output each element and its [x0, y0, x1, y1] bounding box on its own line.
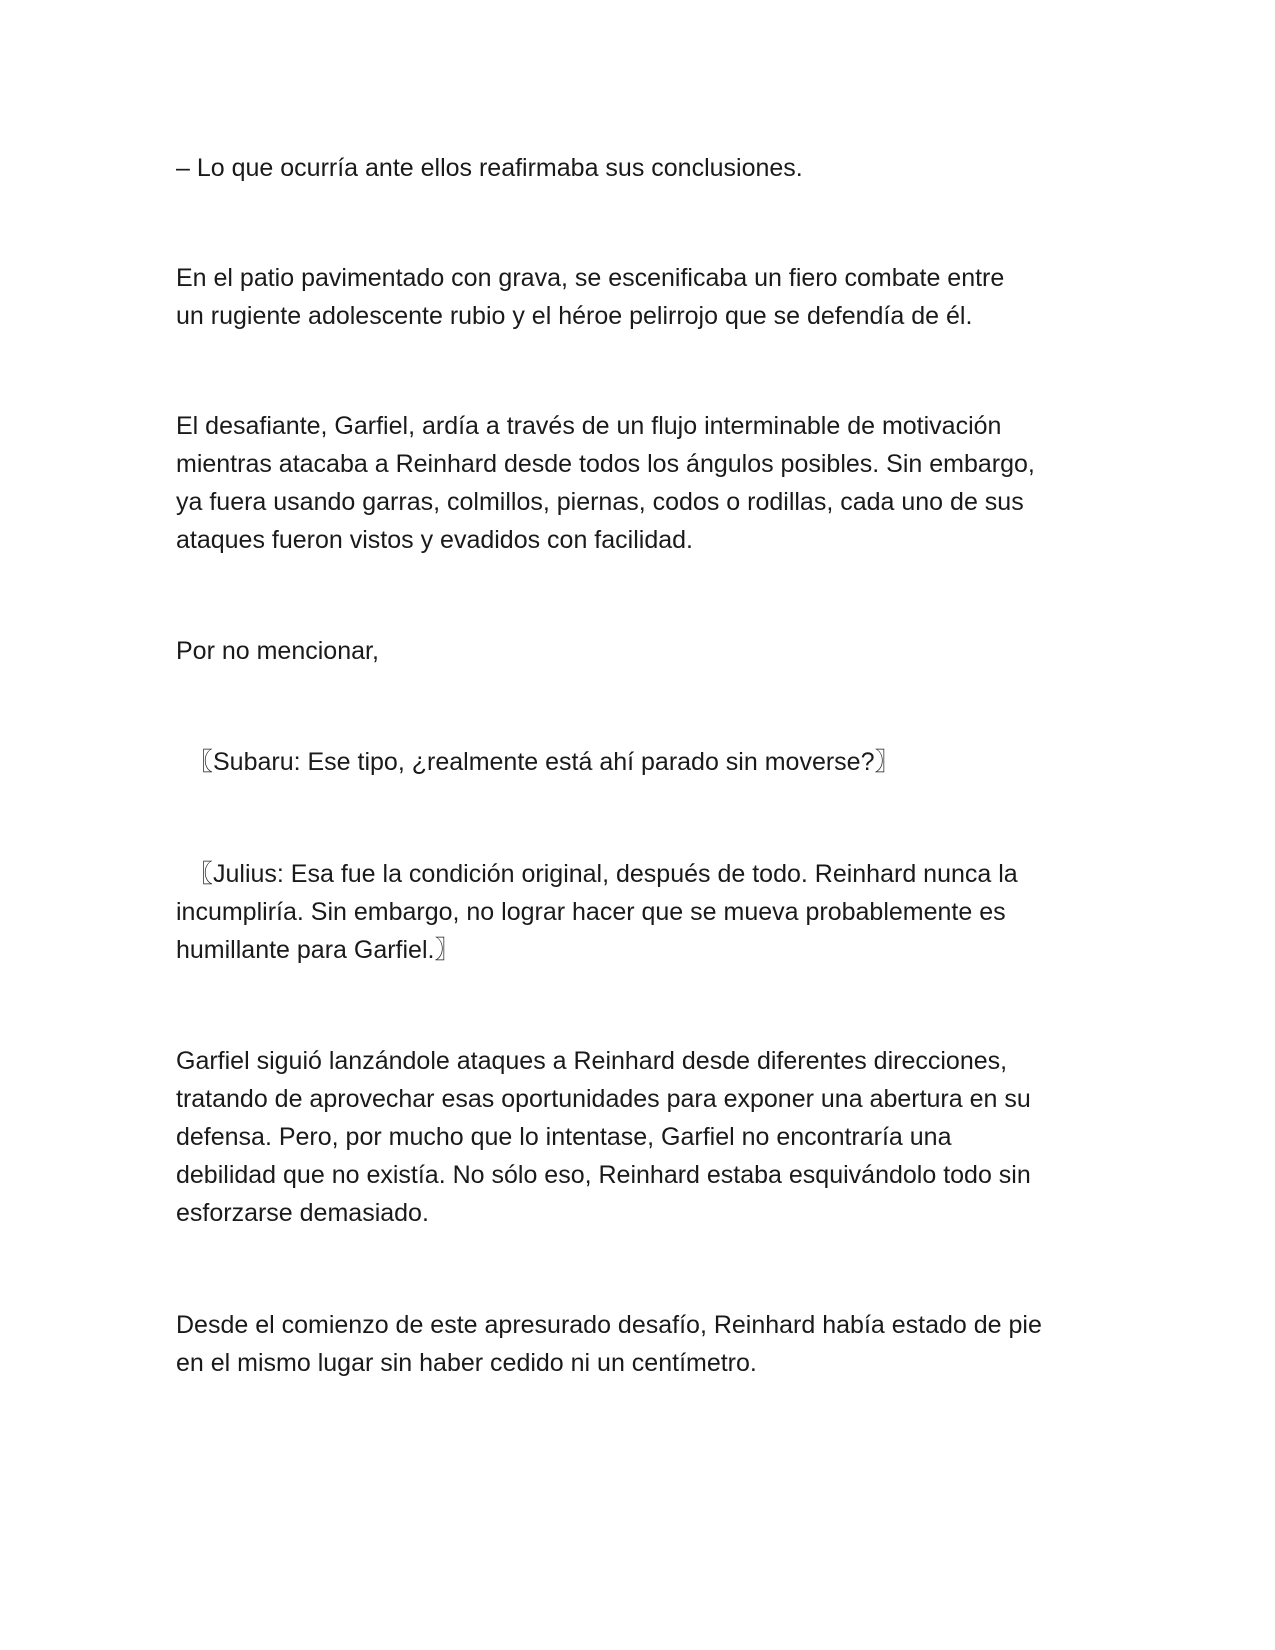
text-line: en el mismo lugar sin haber cedido ni un centímetro. [176, 1349, 757, 1377]
paragraph-courtyard-combat [176, 259, 1106, 335]
text-line: 〖Subaru: Ese tipo, ¿realmente está ahí parado sin moverse?〗 [188, 748, 900, 776]
text-line: humillante para Garfiel.〗 [176, 936, 460, 964]
text-line: tratando de aprovechar esas oportunidades para exponer una abertura en su [176, 1085, 1031, 1113]
text-line: En el patio pavimentado con grava, se escenificaba un fiero combate entre [176, 264, 1005, 292]
text-line: Por no mencionar, [176, 637, 379, 665]
text-line: El desafiante, Garfiel, ardía a través de un flujo interminable de motivación [176, 412, 1002, 440]
text-line: defensa. Pero, por mucho que lo intentase, Garfiel no encontraría una [176, 1123, 952, 1151]
paragraph-not-to-mention [176, 632, 1106, 670]
text-line: esforzarse demasiado. [176, 1199, 429, 1227]
paragraph-conclusions [176, 149, 1106, 187]
text-line: un rugiente adolescente rubio y el héroe pelirrojo que se defendía de él. [176, 302, 973, 330]
text-line: mientras atacaba a Reinhard desde todos los ángulos posibles. Sin embargo, [176, 450, 1035, 478]
paragraph-garfiel-continues [176, 1042, 1106, 1232]
text-line: ataques fueron vistos y evadidos con facilidad. [176, 526, 693, 554]
dialogue-subaru [188, 743, 1118, 781]
text-line: debilidad que no existía. No sólo eso, Reinhard estaba esquivándolo todo sin [176, 1161, 1031, 1189]
text-line: Desde el comienzo de este apresurado desafío, Reinhard había estado de pie [176, 1311, 1042, 1339]
text-line: 〖Julius: Esa fue la condición original, después de todo. Reinhard nunca la [188, 860, 1018, 888]
text-line: incumpliría. Sin embargo, no lograr hacer que se mueva probablemente es [176, 898, 1006, 926]
text-line: Garfiel siguió lanzándole ataques a Reinhard desde diferentes direcciones, [176, 1047, 1008, 1075]
text-line: ya fuera usando garras, colmillos, piernas, codos o rodillas, cada uno de sus [176, 488, 1024, 516]
dialogue-julius [176, 855, 1118, 969]
paragraph-reinhard-stands [176, 1306, 1106, 1382]
text-line: – Lo que ocurría ante ellos reafirmaba sus conclusiones. [176, 154, 803, 182]
paragraph-garfiel-attacks [176, 407, 1106, 559]
